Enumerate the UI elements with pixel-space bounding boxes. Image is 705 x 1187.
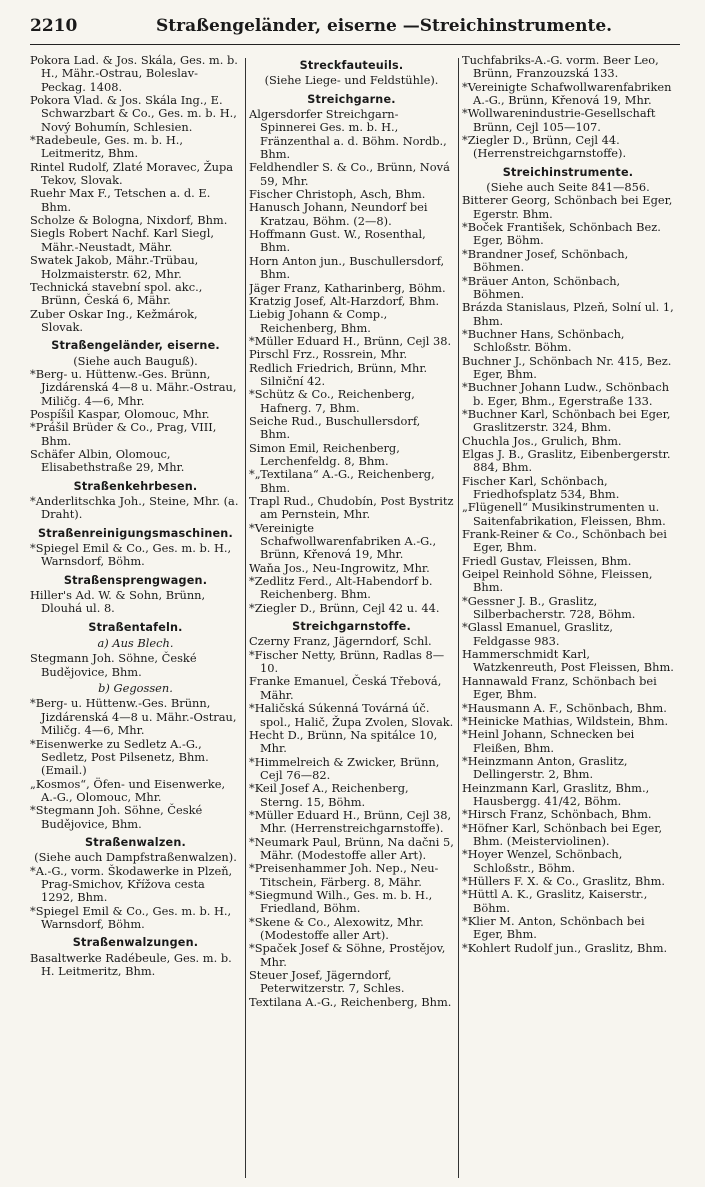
directory-entry: Czerny Franz, Jägerndorf, Schl. — [249, 634, 432, 649]
directory-entry: Basaltwerke Radébeule, Ges. m. b. H. Leitmeritz, Bhm. — [30, 950, 232, 978]
page-number: 2210 — [30, 16, 78, 36]
directory-entry: Algersdorfer Streichgarn-Spinnerei Ges. m. b. H., Fränzenthal a. d. Böhm. Nordb., Bhm. — [249, 107, 447, 162]
directory-entry: *Ziegler D., Brünn, Cejl 44. (Herrenstreichgarnstoffe). — [462, 133, 627, 161]
directory-entry: Heinzmann Karl, Graslitz, Bhm., Hausbergg. 41/42, Böhm. — [462, 780, 650, 808]
directory-entry: *Anderlitschka Joh., Steine, Mhr. (a. Draht). — [30, 494, 239, 522]
directory-entry: *Heinzmann Anton, Graslitz, Dellingerstr. 2, Bhm. — [462, 753, 628, 782]
directory-entry: Brázda Stanislaus, Plzeň, Solní ul. 1, Bhm. — [462, 300, 674, 328]
directory-entry: *Schütz & Co., Reichenberg, Hafnerg. 7, Bhm. — [249, 387, 415, 415]
section-heading: Streckfauteuils. — [299, 59, 404, 72]
directory-entry: *Hüllers F. X. & Co., Graslitz, Bhm. — [462, 873, 666, 888]
directory-entry: Trapl Rud., Chudobín, Post Bystritz am Pernstein, Mhr. — [249, 494, 454, 522]
directory-entry: *Berg- u. Hüttenw.-Ges. Brünn, Jizdárenská 4—8 u. Mähr.-Ostrau, Miličg. 4—6, Mhr. — [30, 696, 237, 738]
directory-entry: Pirschl Frz., Rossrein, Mhr. — [249, 347, 408, 362]
directory-entry: Hiller's Ad. W. & Sohn, Brünn, Dlouhá ul. 8. — [30, 588, 206, 616]
directory-entry: *Heinicke Mathias, Wildstein, Bhm. — [462, 713, 669, 728]
directory-entry: Hammerschmidt Karl, Watzkenreuth, Post Fleissen, Bhm. — [462, 647, 674, 675]
directory-entry: *Boček František, Schönbach Bez. Eger, Böhm. — [462, 220, 661, 248]
directory-entry: *Vereinigte Schafwollwarenfabriken A.-G., Brünn, Křenová 19, Mhr. — [462, 79, 672, 108]
column-right — [462, 54, 674, 1179]
column-divider — [458, 58, 459, 1178]
directory-entry: *Spaček Josef & Söhne, Prostějov, Mhr. — [249, 941, 446, 969]
section-heading: Straßenkehrbesen. — [73, 479, 198, 493]
page-header — [30, 14, 680, 45]
directory-entry: „Kosmos“, Öfen- und Eisenwerke, A.-G., Olomouc, Mhr. — [30, 776, 226, 804]
directory-entry: *Wollwarenindustrie-Gesellschaft Brünn, Cejl 105—107. — [462, 106, 656, 134]
subsection-label: b) Gegossen. — [98, 681, 173, 696]
directory-entry: Tuchfabriks-A.-G. vorm. Beer Leo, Brünn, Franzouzská 133. — [462, 54, 659, 81]
directory-entry: Simon Emil, Reichenberg, Lerchenfeldg. 8, Bhm. — [249, 440, 400, 468]
directory-entry: *Höfner Karl, Schönbach bei Eger, Bhm. (Meisterviolinen). — [462, 820, 663, 848]
directory-entry: *„Textilana“ A.-G., Reichenberg, Bhm. — [249, 467, 435, 495]
directory-entry: Feldhendler S. & Co., Brünn, Nová 59, Mhr. — [249, 160, 450, 188]
directory-entry: Fischer Karl, Schönbach, Friedhofsplatz 534, Bhm. — [462, 473, 620, 501]
directory-entry: Waňa Jos., Neu-Ingrowitz, Mhr. — [249, 560, 430, 575]
directory-entry: Franke Emanuel, Česká Třebová, Mähr. — [249, 674, 442, 702]
directory-entry: Liebig Johann & Comp., Reichenberg, Bhm. — [249, 307, 388, 335]
directory-entry: *Spiegel Emil & Co., Ges. m. b. H., Warnsdorf, Böhm. — [30, 903, 232, 931]
directory-entry: *Bräuer Anton, Schönbach, Böhmen. — [462, 273, 621, 301]
directory-entry: *Vereinigte Schafwollwarenfabriken A.-G., Brünn, Křenová 19, Mhr. — [249, 520, 437, 562]
directory-entry: Jäger Franz, Katharinberg, Böhm. — [249, 280, 446, 295]
directory-entry: *Hüttl A. K., Graslitz, Kaiserstr., Böhm. — [462, 887, 648, 915]
directory-entry: *Ziegler D., Brünn, Cejl 42 u. 44. — [249, 600, 440, 615]
directory-entry: *Keil Josef A., Reichenberg, Sterng. 15, Böhm. — [249, 781, 409, 809]
directory-entry: *Himmelreich & Zwicker, Brünn, Cejl 76—82. — [249, 754, 440, 782]
directory-entry: *Stegmann Joh. Söhne, České Budějovice, Bhm. — [30, 803, 203, 831]
cross-reference-note: (Siehe auch Dampfstraßenwalzen). — [34, 850, 237, 865]
directory-entry: Hanusch Johann, Neundorf bei Kratzau, Böhm. (2—8). — [249, 200, 428, 228]
directory-entry: *Glassl Emanuel, Graslitz, Feldgasse 983. — [462, 620, 614, 648]
column-left — [30, 54, 241, 1179]
directory-entry: *Eisenwerke zu Sedletz A.-G., Sedletz, Post Pilsenetz, Bhm. (Email.) — [30, 736, 209, 778]
directory-entry: „Flügenell“ Musikinstrumenten u. Saitenfabrikation, Fleissen, Bhm. — [462, 500, 666, 528]
directory-entry: Friedl Gustav, Fleissen, Bhm. — [462, 553, 632, 568]
directory-entry: Kratzig Josef, Alt-Harzdorf, Bhm. — [249, 293, 440, 308]
directory-entry: Schäfer Albin, Olomouc, Elisabethstraße 29, Mhr. — [30, 446, 185, 475]
section-heading: Straßenreinigungsmaschinen. — [38, 526, 233, 540]
directory-entry: *Radebeule, Ges. m. b. H., Leitmeritz, Bhm. — [30, 133, 184, 161]
directory-entry: *Skene & Co., Alexowitz, Mhr. (Modestoffe aller Art). — [249, 914, 424, 942]
directory-entry: Geipel Reinhold Söhne, Fleissen, Bhm. — [462, 567, 653, 595]
directory-entry: *Buchner Johann Ludw., Schönbach b. Eger, Bhm., Egerstraße 133. — [462, 380, 670, 408]
directory-entry: *Kohlert Rudolf jun., Graslitz, Bhm. — [462, 940, 668, 955]
directory-entry: *Gessner J. B., Graslitz, Silberbacherstr. 728, Böhm. — [462, 593, 636, 622]
directory-entry: Steuer Josef, Jägerndorf, Peterwitzerstr. 7, Schles. — [249, 968, 405, 996]
directory-entry: Rintel Rudolf, Zlaté Moravec, Župa Tekov, Slovak. — [30, 159, 234, 188]
directory-entry: *Spiegel Emil & Co., Ges. m. b. H., Warnsdorf, Böhm. — [30, 541, 232, 569]
directory-entry: Hecht D., Brünn, Na spitálce 10, Mhr. — [249, 727, 438, 756]
directory-entry: *Heinl Johann, Schnecken bei Fleißen, Bhm. — [462, 727, 635, 755]
directory-entry: *Müller Eduard H., Brünn, Cejl 38, Mhr. (Herrenstreichgarnstoffe). — [249, 807, 452, 836]
directory-entry: *Buchner Hans, Schönbach, Schloßstr. Böhm. — [462, 326, 625, 355]
directory-entry: Pospíšil Kaspar, Olomouc, Mhr. — [30, 406, 210, 421]
directory-entry: *Buchner Karl, Schönbach bei Eger, Graslitzerstr. 324, Bhm. — [462, 406, 671, 435]
directory-entry: Chuchla Jos., Grulich, Bhm. — [462, 433, 622, 448]
column-middle — [249, 54, 454, 1179]
section-heading: Streichgarne. — [307, 92, 396, 106]
directory-entry: Hoffmann Gust. W., Rosenthal, Bhm. — [249, 227, 426, 255]
section-heading: Straßengeländer, eiserne. — [51, 339, 220, 353]
directory-entry: Buchner J., Schönbach Nr. 415, Bez. Eger, Bhm. — [462, 353, 672, 381]
section-heading: Straßenwalzungen. — [72, 936, 199, 950]
directory-entry: Ruehr Max F., Tetschen a. d. E. Bhm. — [30, 186, 211, 214]
directory-entry: *Hoyer Wenzel, Schönbach, Schloßstr., Böhm. — [462, 847, 623, 875]
cross-reference-note: (Siehe Liege- und Feldstühle). — [264, 73, 439, 88]
directory-entry: Zuber Oskar Ing., Kežmárok, Slovak. — [30, 306, 198, 334]
directory-entry: *Klier M. Anton, Schönbach bei Eger, Bhm. — [462, 914, 645, 942]
directory-entry: Elgas J. B., Graslitz, Eibenbergerstr. 884, Bhm. — [462, 446, 671, 475]
directory-entry: *Neumark Paul, Brünn, Na dačni 5, Mähr. (Modestoffe aller Art). — [249, 834, 454, 862]
cross-reference-note: (Siehe auch Seite 841—856. — [486, 180, 650, 195]
directory-entry: *Siegmund Wilh., Ges. m. b. H., Friedland, Böhm. — [249, 887, 433, 916]
directory-entry: *A.-G., vorm. Škodawerke in Plzeň, Prag-Smichov, Křížova cesta 1292, Bhm. — [30, 863, 233, 905]
section-heading: Straßenwalzen. — [85, 835, 186, 849]
directory-entry: Seiche Rud., Buschullersdorf, Bhm. — [249, 413, 421, 442]
directory-entry: *Hirsch Franz, Schönbach, Bhm. — [462, 807, 652, 822]
directory-entry: *Zedlitz Ferd., Alt-Habendorf b. Reichenberg. Bhm. — [249, 574, 433, 602]
subsection-label: a) Aus Blech. — [97, 636, 174, 651]
section-heading: Straßensprengwagen. — [63, 573, 208, 587]
directory-entry: Bitterer Georg, Schönbach bei Eger, Egerstr. Bhm. — [462, 193, 673, 221]
column-divider — [245, 58, 246, 1178]
directory-entry: *Müller Eduard H., Brünn, Cejl 38. — [249, 333, 452, 348]
running-title: Straßengeländer, eiserne —Streichinstrumente. — [156, 16, 613, 36]
directory-entry: Redlich Friedrich, Brünn, Mhr. Silniční 42. — [249, 360, 428, 388]
directory-entry: Stegmann Joh. Söhne, České Budějovice, Bhm. — [30, 651, 197, 679]
directory-entry: *Haličská Súkenná Továrná úč. spol., Halič, Župa Zvolen, Slovak. — [249, 701, 454, 729]
directory-entry: *Prášil Brüder & Co., Prag, VIII, Bhm. — [30, 420, 217, 448]
directory-entry: *Fischer Netty, Brünn, Radlas 8—10. — [249, 647, 445, 676]
section-heading: Straßentafeln. — [88, 620, 183, 634]
section-heading: Streichinstrumente. — [502, 165, 634, 179]
directory-entry: *Preisenhammer Joh. Nep., Neu-Titschein, Färberg. 8, Mähr. — [249, 861, 439, 889]
directory-entry: Scholze & Bologna, Nixdorf, Bhm. — [30, 213, 228, 228]
directory-entry: Pokora Vlad. & Jos. Skála Ing., E. Schwarzbart & Co., Ges. m. b. H., Nový Bohumín, Schlesien. — [30, 93, 237, 134]
directory-entry: Textilana A.-G., Reichenberg, Bhm. — [249, 994, 452, 1009]
directory-entry: Frank-Reiner & Co., Schönbach bei Eger, Bhm. — [462, 527, 667, 555]
directory-entry: Technická stavební spol. akc., Brünn, Česká 6, Mähr. — [30, 279, 203, 308]
section-heading: Streichgarnstoffe. — [292, 620, 411, 634]
directory-entry: Fischer Christoph, Asch, Bhm. — [249, 187, 426, 202]
directory-entry: *Brandner Josef, Schönbach, Böhmen. — [462, 246, 629, 275]
directory-entry: *Hausmann A. F., Schönbach, Bhm. — [462, 700, 667, 715]
directory-entry: Horn Anton jun., Buschullersdorf, Bhm. — [249, 253, 445, 282]
directory-entry: Hannawald Franz, Schönbach bei Eger, Bhm. — [462, 673, 657, 702]
directory-entry: Pokora Lad. & Jos. Skála, Ges. m. b. H., Mähr.-Ostrau, Boleslav-Peckag. 1408. — [30, 54, 238, 94]
directory-entry: Siegls Robert Nachf. Karl Siegl, Mähr.-Neustadt, Mähr. — [30, 226, 214, 254]
cross-reference-note: (Siehe auch Bauguß). — [73, 353, 198, 368]
directory-entry: Swatek Jakob, Mähr.-Trübau, Holzmaisterstr. 62, Mhr. — [30, 253, 199, 281]
directory-entry: *Berg- u. Hüttenw.-Ges. Brünn, Jizdárenská 4—8 u. Mähr.-Ostrau, Miličg. 4—6, Mhr. — [30, 366, 237, 408]
